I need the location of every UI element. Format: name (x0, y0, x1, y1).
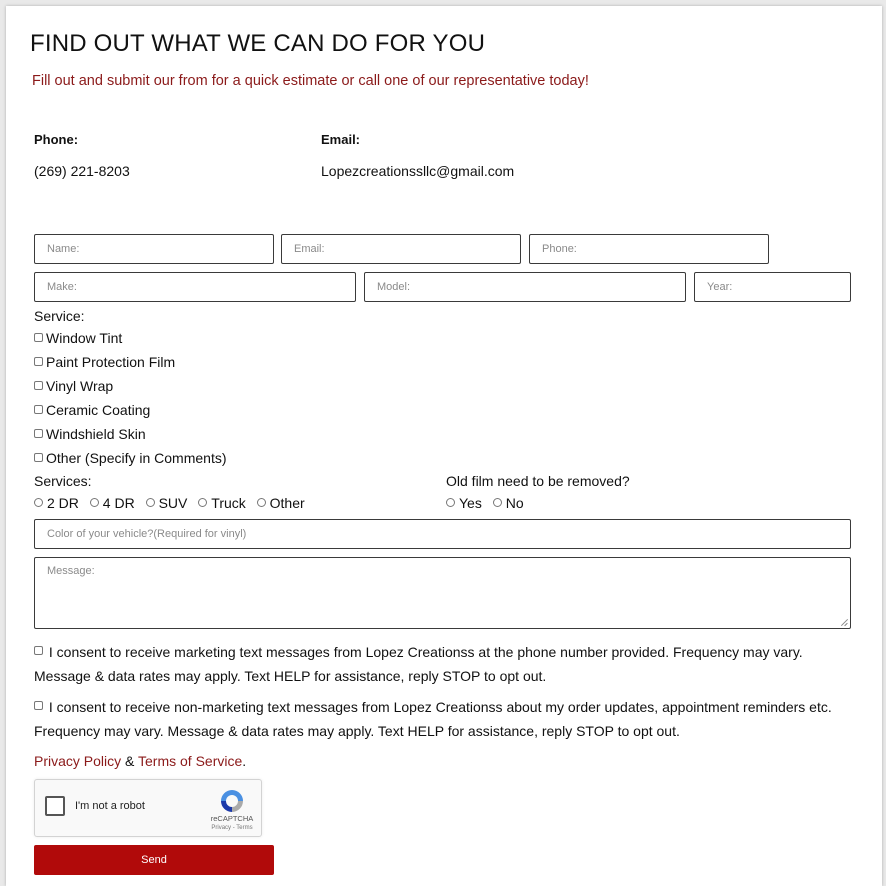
phone-input[interactable]: Phone: (529, 234, 769, 264)
recaptcha-label: I'm not a robot (75, 800, 145, 812)
old-film-no[interactable]: No (493, 495, 524, 511)
consent-marketing (34, 640, 854, 688)
service-label: Service: (34, 308, 85, 324)
page-title: FIND OUT WHAT WE CAN DO FOR YOU (30, 30, 486, 57)
vehicle-type-2dr[interactable]: 2 DR (34, 495, 79, 511)
checkbox[interactable] (34, 381, 43, 390)
service-option-paint-protection-film[interactable]: Paint Protection Film (34, 354, 175, 370)
service-option-ceramic-coating[interactable]: Ceramic Coating (34, 402, 150, 418)
service-option-other[interactable]: Other (Specify in Comments) (34, 450, 227, 466)
old-film-yes[interactable]: Yes (446, 495, 482, 511)
make-input[interactable]: Make: (34, 272, 356, 302)
recaptcha-brand: reCAPTCHA (210, 814, 254, 823)
recaptcha-widget (34, 779, 262, 837)
legal-links: Privacy Policy & Terms of Service. (34, 753, 247, 769)
radio-button[interactable] (257, 498, 266, 507)
checkbox[interactable] (34, 429, 43, 438)
old-film-label: Old film need to be removed? (446, 473, 630, 489)
recaptcha-checkbox[interactable] (45, 796, 65, 816)
service-option-window-tint[interactable]: Window Tint (34, 330, 122, 346)
checkbox[interactable] (34, 333, 43, 342)
vehicle-type-other[interactable]: Other (257, 495, 305, 511)
terms-of-service-link[interactable]: Terms of Service (138, 753, 243, 769)
email-label: Email: (321, 132, 361, 147)
page-subtitle: Fill out and submit our from for a quick estimate or call one of our representative today! (32, 73, 589, 89)
radio-button[interactable] (446, 498, 455, 507)
radio-button[interactable] (493, 498, 502, 507)
year-input[interactable]: Year: (694, 272, 851, 302)
consent-non-marketing (34, 695, 854, 743)
consent-non-marketing-checkbox[interactable] (34, 701, 43, 710)
send-button[interactable]: Send (34, 845, 274, 875)
checkbox[interactable] (34, 453, 43, 462)
phone-value: (269) 221-8203 (34, 163, 130, 179)
privacy-policy-link[interactable]: Privacy Policy (34, 753, 122, 769)
recaptcha-logo-icon (219, 788, 245, 814)
radio-button[interactable] (90, 498, 99, 507)
service-option-vinyl-wrap[interactable]: Vinyl Wrap (34, 378, 113, 394)
service-option-windshield-skin[interactable]: Windshield Skin (34, 426, 146, 442)
vehicle-type-suv[interactable]: SUV (146, 495, 188, 511)
name-input[interactable]: Name: (34, 234, 274, 264)
vehicle-type-truck[interactable]: Truck (198, 495, 245, 511)
consent-marketing-text: I consent to receive marketing text messages from Lopez Creationss at the phone number provided. Frequency may vary. Message & data rates may apply. Text HELP for assistance, reply STOP to opt out. (34, 644, 803, 684)
checkbox[interactable] (34, 357, 43, 366)
radio-button[interactable] (198, 498, 207, 507)
recaptcha-links[interactable]: Privacy - Terms (211, 825, 253, 831)
radio-button[interactable] (146, 498, 155, 507)
vehicle-color-input[interactable]: Color of your vehicle?(Required for vinyl) (34, 519, 851, 549)
vehicle-type-4dr[interactable]: 4 DR (90, 495, 135, 511)
consent-marketing-checkbox[interactable] (34, 646, 43, 655)
email-input[interactable]: Email: (281, 234, 521, 264)
contact-card (6, 6, 882, 886)
email-value: Lopezcreationssllc@gmail.com (321, 163, 515, 179)
model-input[interactable]: Model: (364, 272, 686, 302)
services-label: Services: (34, 473, 92, 489)
consent-non-marketing-text: I consent to receive non-marketing text messages from Lopez Creationss about my order updates, appointment reminders etc. Frequency may vary. Message & data rates may apply. Text HELP for assistance, reply STOP to opt out. (34, 699, 832, 739)
message-textarea[interactable]: Message: (34, 557, 851, 629)
phone-label: Phone: (34, 132, 79, 147)
resize-handle-icon[interactable] (840, 618, 848, 626)
old-film-group (446, 495, 531, 511)
checkbox[interactable] (34, 405, 43, 414)
vehicle-type-group (34, 495, 312, 511)
radio-button[interactable] (34, 498, 43, 507)
